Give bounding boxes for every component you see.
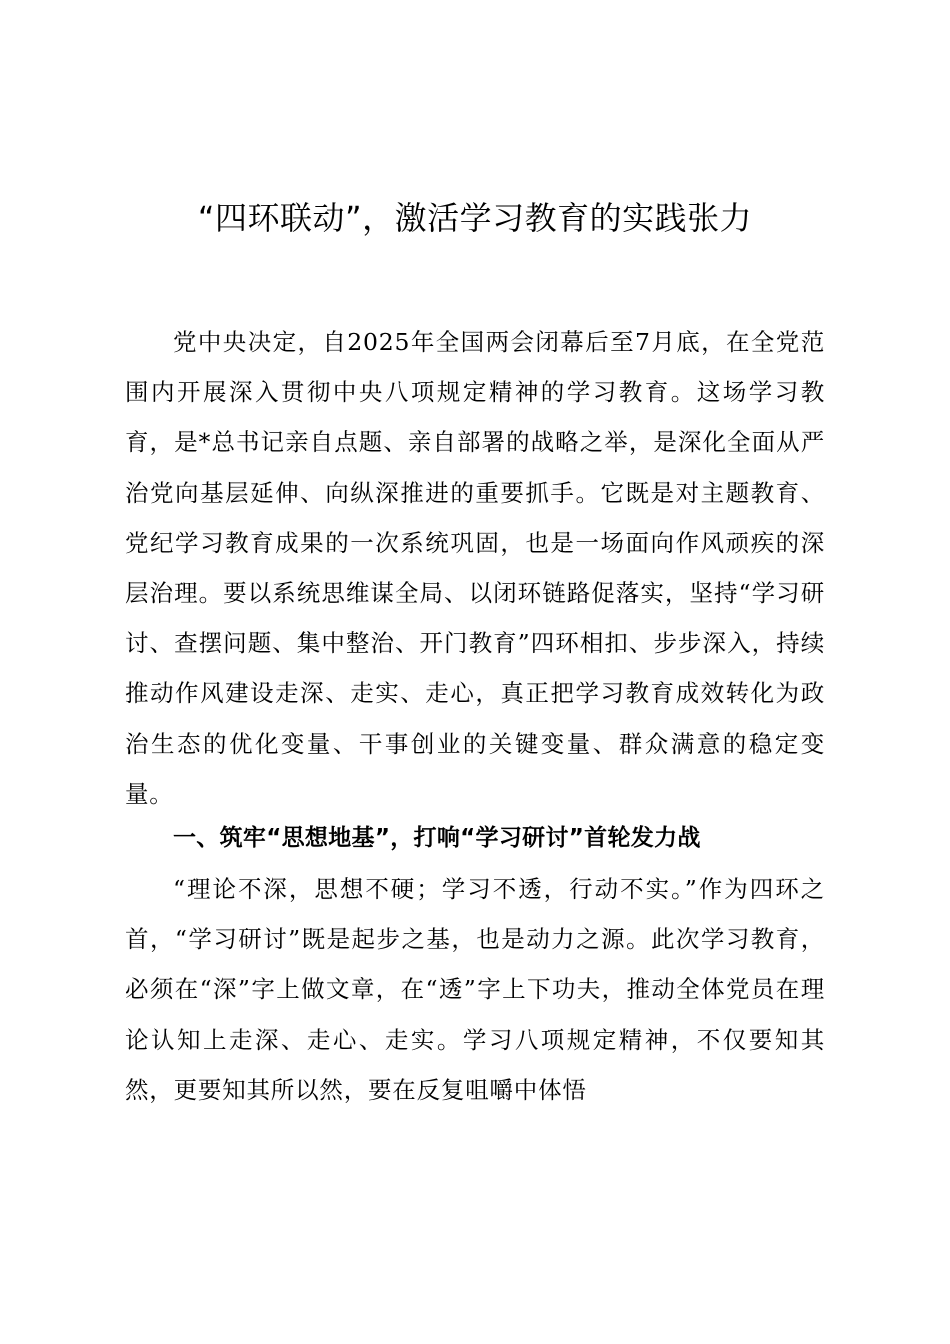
section-heading: 一、筑牢“思想地基”，打响“学习研讨”首轮发力战 xyxy=(173,825,701,851)
document-title: “四环联动”，激活学习教育的实践张力 xyxy=(197,199,753,237)
intro-paragraph: 党中央决定，自2025年全国两会闭幕后至7月底，在全党范围内开展深入贯彻中央八项规定精神的学习教育。这场学习教育，是*总书记亲自点题、亲自部署的战略之举，是深化全面从严治党向基层延伸、向纵深推进的重要抓手。它既是对主题教育、党纪学习教育成果的一次系统巩固，也是一场面向作风顽疾的深层治理。要以系统思维谋全局、以闭环链路促落实，坚持“学习研讨、查摆问题、集中整治、开门教育”四环相扣、步步深入，持续推动作风建设走深、走实、走心，真正把学习教育成效转化为政治生态的优化变量、干事创业的关键变量、群众满意的稳定变量。 xyxy=(125,328,825,808)
section-paragraph: “理论不深，思想不硬；学习不透，行动不实。”作为四环之首，“学习研讨”既是起步之基，也是动力之源。此次学习教育，必须在“深”字上做文章，在“透”字上下功夫，推动全体党员在理论认知上走深、走心、走实。学习八项规定精神，不仅要知其然，更要知其所以然，要在反复咀嚼中体悟 xyxy=(125,875,825,1104)
